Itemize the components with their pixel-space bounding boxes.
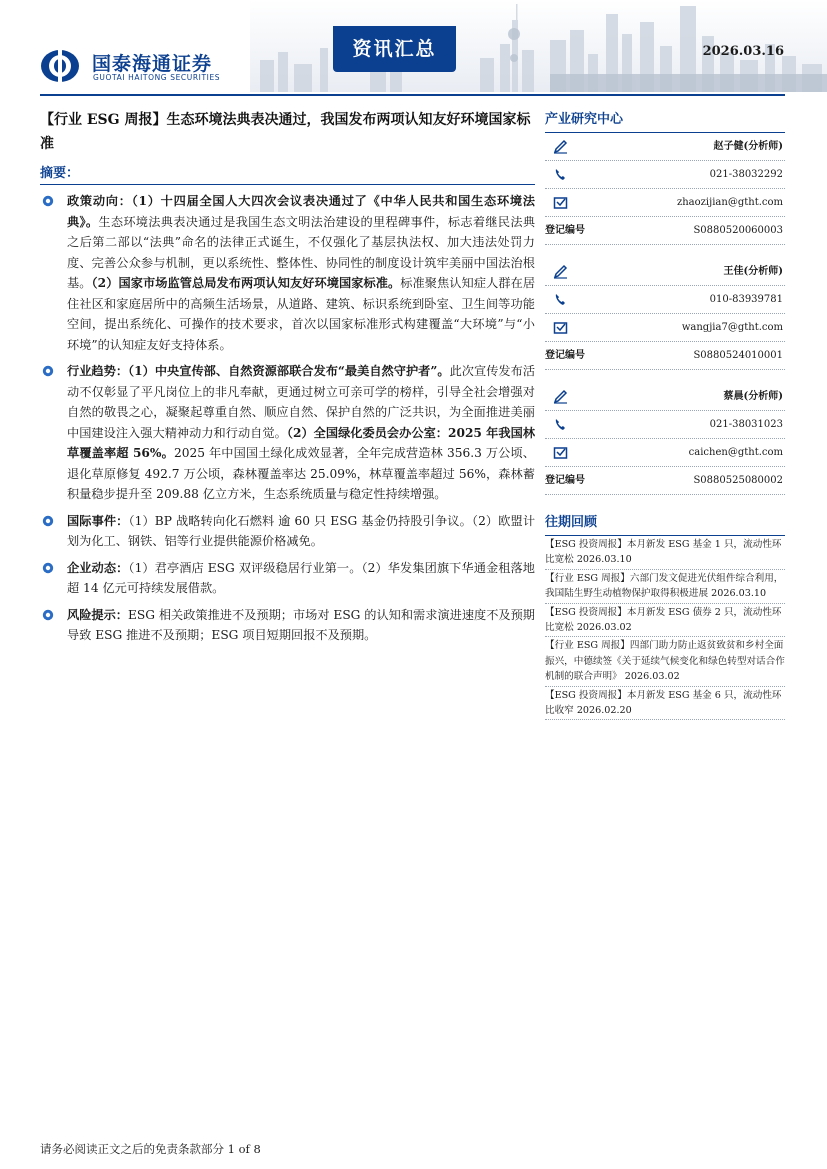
analyst-card: [545, 133, 785, 245]
history-item[interactable]: 【ESG 投资周报】本月新发 ESG 基金 1 只，流动性环比宽松 2026.03.10: [545, 536, 785, 570]
item-text: 2025 年中国国土绿化成效显著，全年完成营造林 356.3 万公顷、退化草原修复 492.7 万公顷，森林覆盖率达 25.09%，林草覆盖率超过 56%，森林蓄积量稳步提升至 209.88 亿立方米，生态系统质量与稳定性持续增强。: [67, 446, 535, 501]
main-content: [40, 108, 535, 758]
brand-logo-icon: [40, 48, 80, 84]
pen-icon: [553, 264, 568, 279]
item-text: （1）BP 战略转向化石燃料 逾 60 只 ESG 基金仍持股引争议。（2）欧盟计划为化工、钢铁、铝等行业提供能源价格减免。: [67, 513, 535, 548]
history-item[interactable]: 【行业 ESG 周报】六部门发文促进光伏组件综合利用，我国陆生野生动植物保护取得积极进展 2026.03.10: [545, 570, 785, 604]
item-lead: 企业动态：: [67, 560, 129, 575]
phone-icon: [553, 167, 568, 182]
reg-label: 登记编号: [545, 350, 585, 361]
history-item[interactable]: 【行业 ESG 周报】四部门助力防止返贫致贫和乡村全面振兴，中德续签《关于延续气候变化和绿色转型对话合作机制的联合声明》 2026.03.02: [545, 637, 785, 686]
analyst-name-row: [545, 383, 785, 411]
reg-label: 登记编号: [545, 225, 585, 236]
analyst-email[interactable]: caichen@gtht.com: [688, 447, 783, 458]
summary-item-trend: [40, 361, 535, 505]
report-title: 【行业 ESG 周报】生态环境法典表决通过，我国发布两项认知友好环境国家标准: [40, 112, 531, 152]
item-lead: 行业趋势：: [67, 364, 129, 378]
item-text: 此次宣传发布活动不仅彰显了平凡岗位上的非凡奉献，更通过树立可亲可学的榜样，引导全社会增强对自然的敬畏之心，凝聚起尊重自然、顺应自然、保护自然的广泛共识，为全面推进美丽中国建设注入强大精神动力和行动自觉。: [67, 364, 535, 440]
analyst-reg-number: S0880525080002: [693, 475, 783, 486]
analyst-card: [545, 383, 785, 495]
analyst-phone-row: [545, 286, 785, 314]
phone-icon: [553, 417, 568, 432]
bullet-icon: [42, 365, 54, 377]
item-highlight: （2）国家市场监管总局发布两项认知友好环境国家标准。: [91, 276, 401, 290]
header-divider: [40, 94, 785, 96]
analyst-reg-row: [545, 467, 785, 495]
pen-icon: [553, 139, 568, 154]
sidebar: [545, 108, 785, 720]
summary-item-international: [40, 511, 535, 552]
bullet-icon: [42, 609, 54, 621]
summary-item-policy: [40, 191, 535, 355]
item-text: （1）君亭酒店 ESG 双评级稳居行业第一。（2）华发集团旗下华通金租落地超 14 亿元可持续发展借款。: [67, 560, 535, 595]
analyst-reg-number: S0880524010001: [693, 350, 783, 361]
analyst-reg-row: [545, 217, 785, 245]
analyst-email-row: [545, 439, 785, 467]
analyst-reg-number: S0880520060003: [693, 225, 783, 236]
history-item[interactable]: 【ESG 投资周报】本月新发 ESG 债券 2 只，流动性环比宽松 2026.03.02: [545, 604, 785, 638]
analyst-email[interactable]: wangjia7@gtht.com: [681, 322, 783, 333]
summary-label: 摘要：: [40, 166, 80, 181]
analyst-phone: 010-83939781: [709, 294, 783, 305]
item-lead: 政策动向：: [67, 194, 132, 208]
phone-icon: [553, 292, 568, 307]
item-text: 生态环境法典表决通过是我国生态文明法治建设的里程碑事件，标志着继民法典之后第二部以“法典”命名的法律正式诞生，不仅强化了基层执法权、加大违法处罚力度、完善公众参与机制，更以系统性、整体性、协同性的制度设计筑牢美丽中国法治根基。: [67, 214, 535, 290]
analyst-phone-row: [545, 411, 785, 439]
bullet-icon: [42, 195, 54, 207]
page-footer: 请务必阅读正文之后的免责条款部分 1 of 8: [40, 1142, 261, 1156]
bullet-icon: [42, 562, 54, 574]
summary-divider: [40, 184, 535, 185]
report-header: [0, 0, 827, 98]
history-list: [545, 536, 785, 720]
item-highlight: （1）中央宣传部、自然资源部联合发布“最美自然守护者”。: [128, 364, 450, 378]
item-highlight: （1）十四届全国人大四次会议表决通过了《中华人民共和国生态环境法典》。: [67, 194, 535, 229]
history-title: 往期回顾: [545, 515, 598, 530]
item-lead: 国际事件：: [67, 513, 129, 528]
analyst-phone: 021-38031023: [709, 419, 783, 430]
analyst-name-row: [545, 258, 785, 286]
summary-item-corporate: [40, 558, 535, 599]
analyst-phone-row: [545, 161, 785, 189]
bullet-icon: [42, 515, 54, 527]
analyst-name: 赵子健(分析师): [713, 141, 783, 152]
analyst-reg-row: [545, 342, 785, 370]
brand-name-english: GUOTAI HAITONG SECURITIES: [93, 73, 221, 82]
item-highlight: （2）全国绿化委员会办公室：2025 年我国林草覆盖率超 56%。: [67, 425, 535, 460]
analyst-name-row: [545, 133, 785, 161]
analyst-email-row: [545, 314, 785, 342]
mail-icon: [553, 195, 568, 210]
item-lead: 风险提示：: [67, 607, 128, 622]
report-date: 2026.03.16: [702, 44, 784, 59]
analyst-email[interactable]: zhaozijian@gtht.com: [676, 197, 783, 208]
analyst-name: 蔡晨(分析师): [723, 391, 783, 402]
analyst-phone: 021-38032292: [709, 169, 783, 180]
analyst-card: [545, 258, 785, 370]
brand-name: 国泰海通证券: [92, 53, 213, 75]
report-type-tag: 资讯汇总: [333, 26, 456, 72]
reg-label: 登记编号: [545, 475, 585, 486]
mail-icon: [553, 320, 568, 335]
pen-icon: [553, 389, 568, 404]
analyst-email-row: [545, 189, 785, 217]
summary-item-risk: [40, 605, 535, 646]
mail-icon: [553, 445, 568, 460]
analyst-name: 王佳(分析师): [723, 266, 783, 277]
item-text: ESG 相关政策推进不及预期；市场对 ESG 的认知和需求演进速度不及预期导致 ESG 推进不及预期；ESG 项目短期回报不及预期。: [67, 607, 535, 642]
history-item[interactable]: 【ESG 投资周报】本月新发 ESG 基金 6 只，流动性环比收窄 2026.02.20: [545, 687, 785, 721]
item-text: 标准聚焦认知症人群在居住社区和家庭居所中的高频生活场景，从道路、建筑、标识系统到卧室、卫生间等功能空间，提出系统化、可操作的技术要求，首次以国家标准形式构建覆盖“大环境”与“小环境”的认知症友好支持体系。: [67, 276, 535, 352]
research-center-title: 产业研究中心: [545, 112, 624, 127]
